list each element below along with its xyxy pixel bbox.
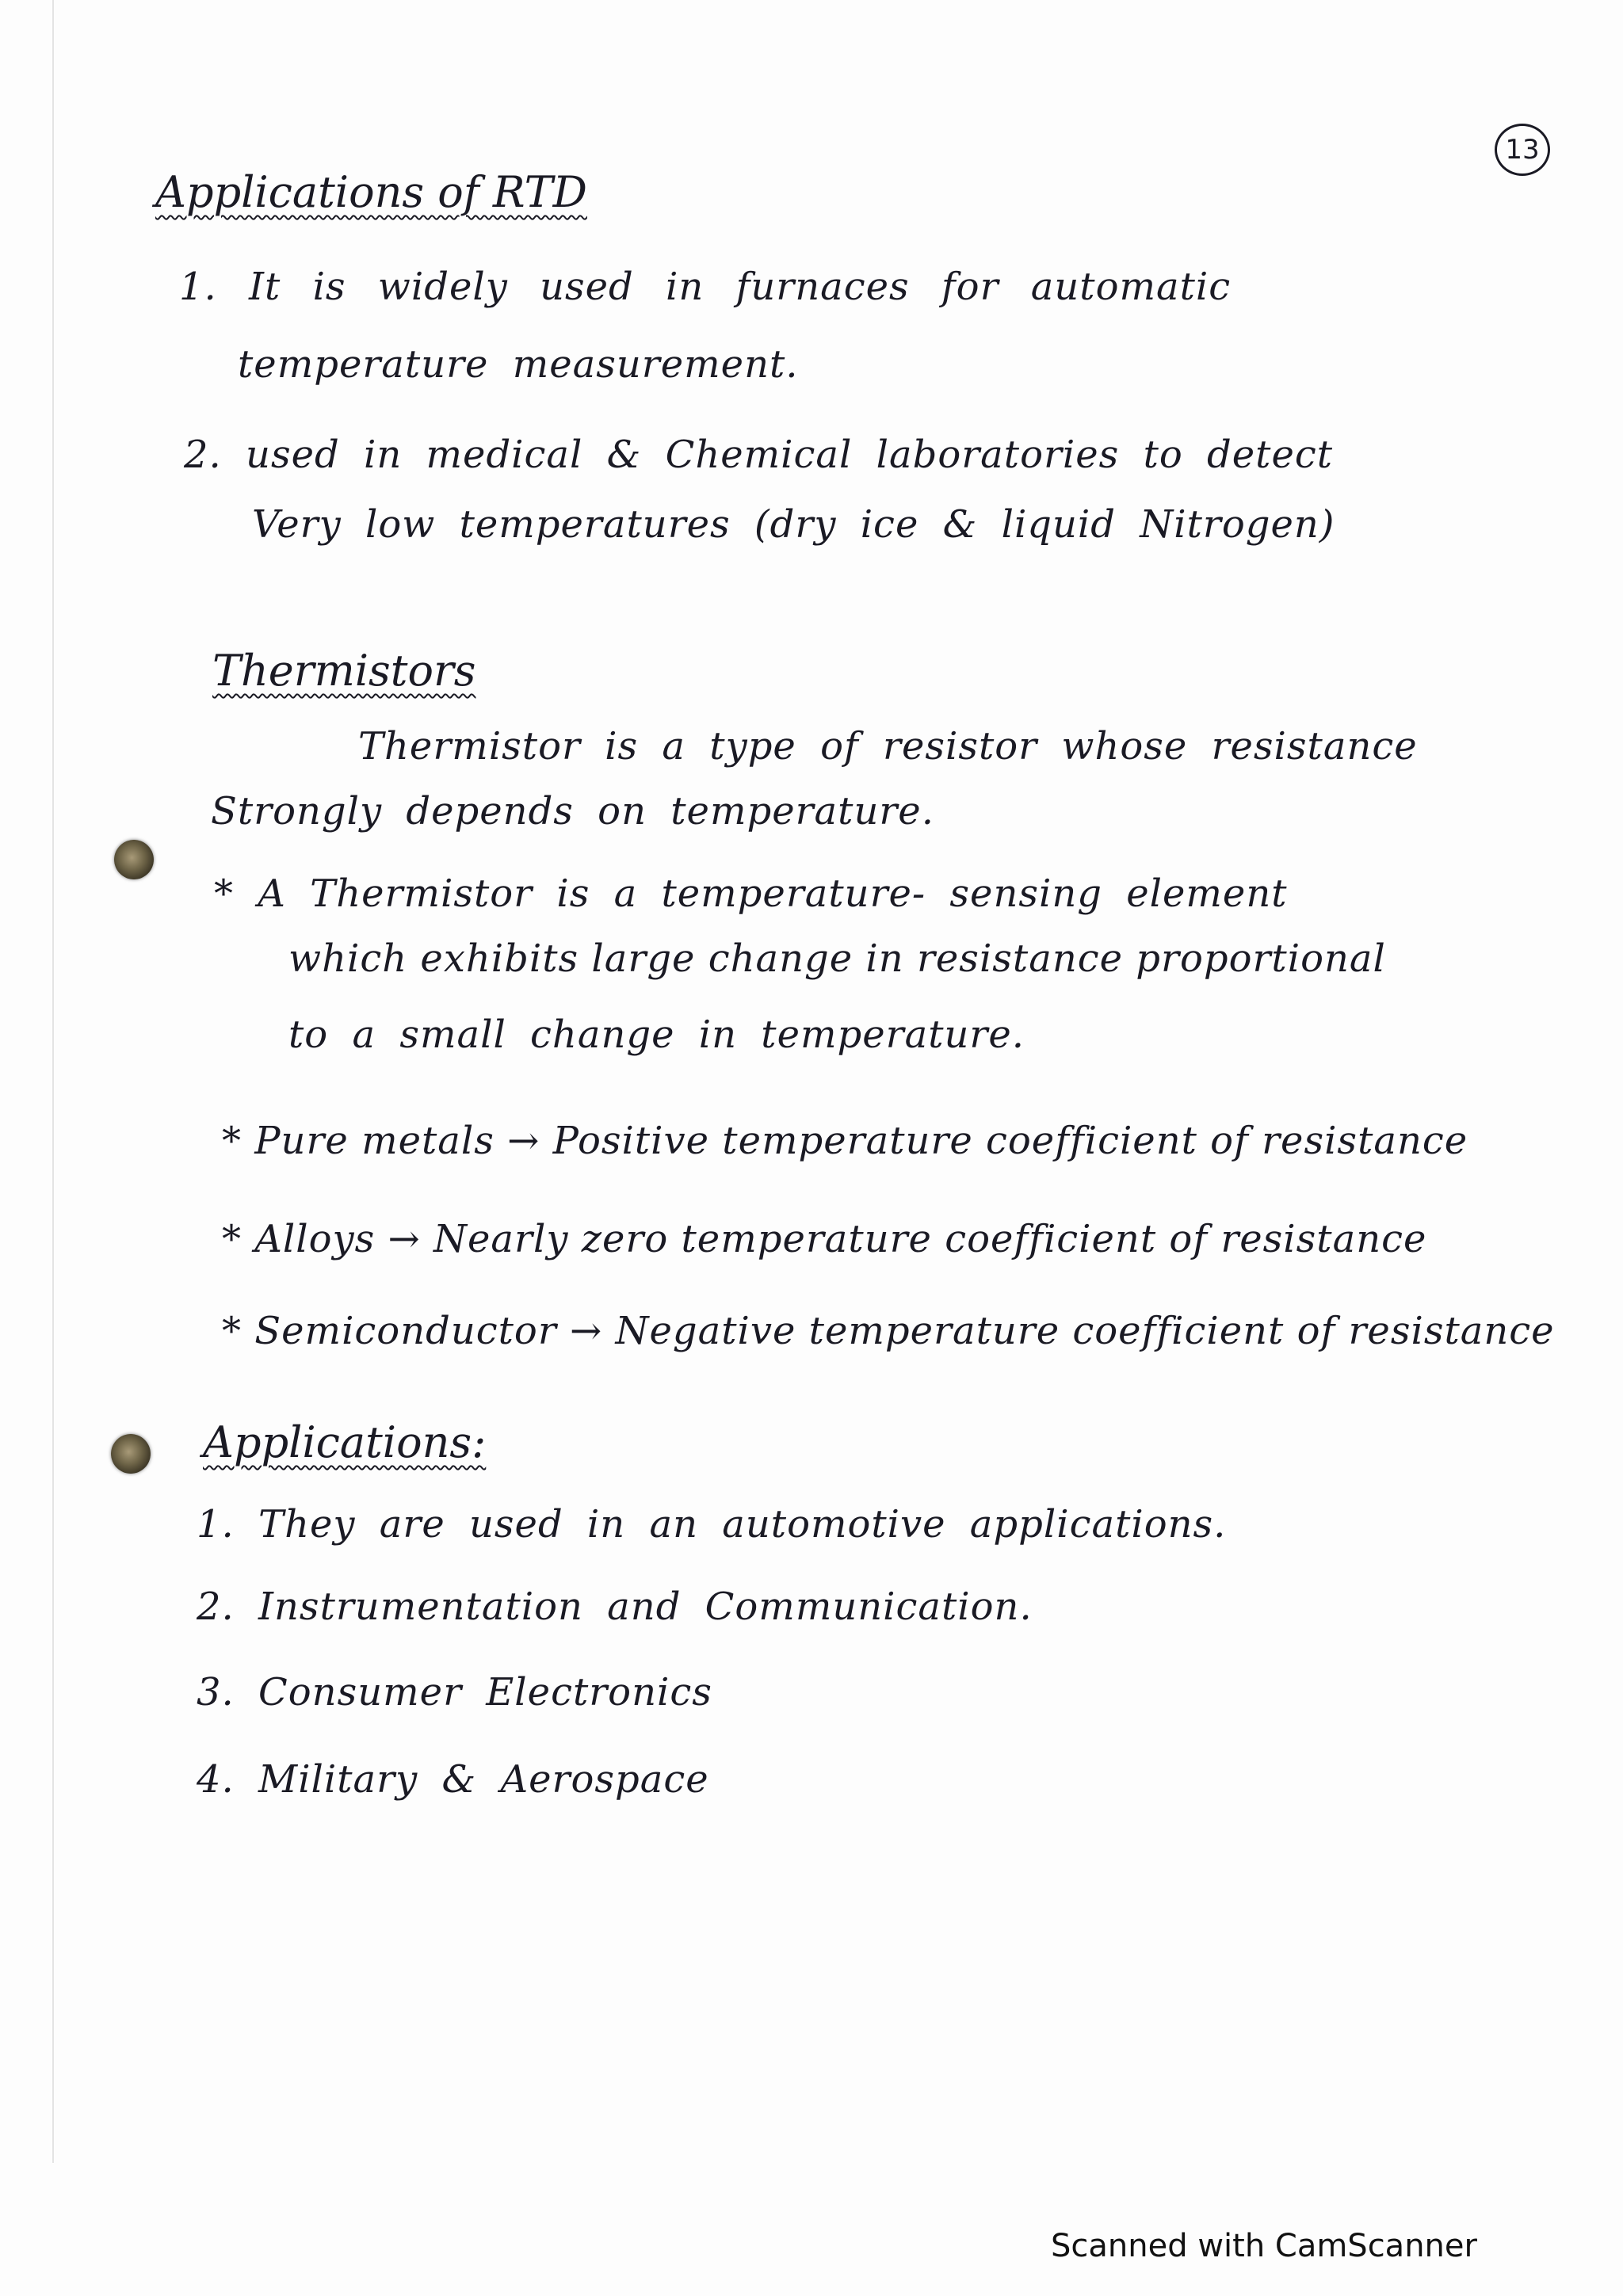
thermistor-line-2: Strongly depends on temperature. [211,789,934,833]
thermistors-heading: Thermistors [212,646,476,696]
rtd-line-4: Very low temperatures (dry ice & liquid Nitrogen) [252,502,1335,547]
thermistor-line-8: * Semiconductor → Negative temperature coefficient of resistance [222,1309,1555,1353]
applications-line-3: 3. Consumer Electronics [197,1670,712,1714]
rtd-line-2: temperature measurement. [238,342,799,387]
applications-line-1: 1. They are used in an automotive applications. [197,1502,1227,1547]
thermistor-line-4: which exhibits large change in resistance proportional [288,936,1386,981]
punch-hole-lower [111,1434,151,1474]
thermistor-line-5: to a small change in temperature. [288,1013,1025,1057]
applications-line-2: 2. Instrumentation and Communication. [197,1585,1033,1629]
punch-hole-upper [114,840,154,879]
applications-line-4: 4. Military & Aerospace [197,1757,709,1802]
scan-edge-line [52,0,54,2163]
thermistor-line-3: * A Thermistor is a temperature- sensing element [214,871,1288,916]
applications-heading: Applications: [203,1417,487,1467]
thermistor-line-1: Thermistor is a type of resistor whose resistance [358,724,1418,769]
rtd-line-1: 1. It is widely used in furnaces for automatic [179,265,1232,309]
thermistor-line-6: * Pure metals → Positive temperature coefficient of resistance [222,1119,1468,1163]
rtd-line-3: 2. used in medical & Chemical laboratories to detect [184,433,1334,477]
scanner-watermark: Scanned with CamScanner [1051,2228,1477,2264]
page-number: 13 [1505,134,1540,166]
rtd-applications-heading: Applications of RTD [155,167,587,217]
thermistor-line-7: * Alloys → Nearly zero temperature coefficient of resistance [222,1217,1427,1261]
page-number-badge [1495,124,1550,176]
